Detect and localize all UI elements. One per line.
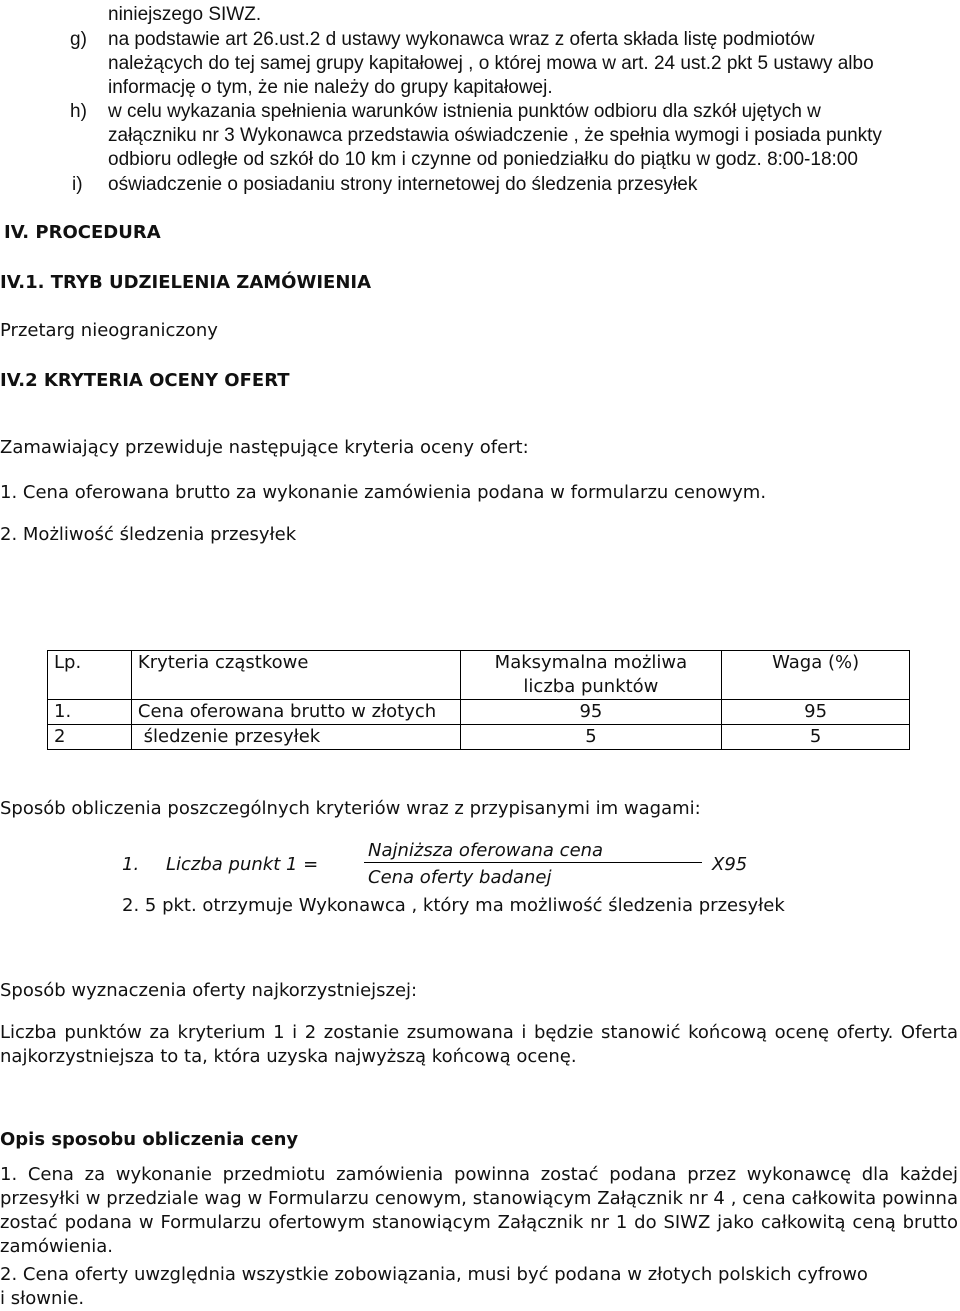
criteria-item: 1. Cena oferowana brutto za wykonanie zamówienia podana w formularzu cenowym. <box>0 482 767 503</box>
table-header-row <box>48 651 910 700</box>
formula-numerator: Najniższa oferowana cena <box>368 840 604 861</box>
list-marker: i) <box>72 174 83 195</box>
paragraph-line: przesyłki w przedziale wag w Formularzu cenowym, stanowiącym Załącznik nr 4 , cena całkowita powinna <box>0 1188 958 1209</box>
list-line: załączniku nr 3 Wykonawca przedstawia oświadczenie , że spełnia wymogi i posiada punkty <box>108 125 882 146</box>
list-continuation: niniejszego SIWZ. <box>108 4 262 25</box>
subsection-heading: IV.1. TRYB UDZIELENIA ZAMÓWIENIA <box>0 272 372 293</box>
table-cell: 5 <box>460 725 722 750</box>
criteria-item: 2. Możliwość śledzenia przesyłek <box>0 524 297 545</box>
list-marker: h) <box>70 101 87 122</box>
best-offer-paragraph <box>0 1021 958 1069</box>
formula-multiplier: X95 <box>712 854 748 875</box>
table-cell: 2 <box>48 725 132 750</box>
table-header-cell: Lp. <box>48 651 132 700</box>
table-header-cell: Kryteria cząstkowe <box>131 651 460 700</box>
calc-intro: Sposób obliczenia poszczególnych kryteriów wraz z przypisanymi im wagami: <box>0 798 701 819</box>
table-header-cell: Maksymalna możliwa liczba punktów <box>460 651 722 700</box>
paragraph-line: zamówienia. <box>0 1236 113 1257</box>
list-line: odbioru odległe od szkół do 10 km i czynne od poniedziałku do piątku w godz. 8:00-18:00 <box>108 149 858 170</box>
paragraph-line: najkorzystniejsza to ta, która uzyska najwyższą końcową ocenę. <box>0 1046 577 1067</box>
paragraph-line: zostać podana w Formularzu ofertowym stanowiącym Załącznik nr 1 do SIWZ jako całkowitą ceną brutto <box>0 1212 958 1233</box>
paragraph-line: Liczba punktów za kryterium 1 i 2 zostanie zsumowana i będzie stanowić końcową ocenę oferty. Oferta <box>0 1022 958 1043</box>
price-method-paragraph-2-line: i słownie. <box>0 1288 85 1309</box>
calc-item-2: 2. 5 pkt. otrzymuje Wykonawca , który ma możliwość śledzenia przesyłek <box>122 895 785 916</box>
price-method-paragraph-1 <box>0 1163 958 1259</box>
list-line: na podstawie art 26.ust.2 d ustawy wykonawca wraz z oferta składa listę podmiotów <box>108 29 815 50</box>
table-cell: 95 <box>460 700 722 725</box>
best-offer-heading: Sposób wyznaczenia oferty najkorzystniejszej: <box>0 980 418 1001</box>
table-cell: 95 <box>722 700 910 725</box>
table-cell: 1. <box>48 700 132 725</box>
list-line: informację o tym, że nie należy do grupy kapitałowej. <box>108 77 553 98</box>
formula-label: Liczba punkt 1 = <box>166 854 319 875</box>
table-cell: 5 <box>722 725 910 750</box>
table-cell: Cena oferowana brutto w złotych <box>131 700 460 725</box>
table-cell: śledzenie przesyłek <box>131 725 460 750</box>
price-method-heading: Opis sposobu obliczenia ceny <box>0 1129 299 1150</box>
criteria-table <box>47 650 910 750</box>
subsection-heading: IV.2 KRYTERIA OCENY OFERT <box>0 370 290 391</box>
criteria-intro: Zamawiający przewiduje następujące kryteria oceny ofert: <box>0 437 529 458</box>
procedure-text: Przetarg nieograniczony <box>0 320 218 341</box>
list-line: należących do tej samej grupy kapitałowej , o której mowa w art. 24 ust.2 pkt 5 ustawy albo <box>108 53 874 74</box>
section-heading: IV. PROCEDURA <box>4 222 161 243</box>
table-header-cell: Waga (%) <box>722 651 910 700</box>
table-row <box>48 700 910 725</box>
list-marker: g) <box>70 29 87 50</box>
fraction-bar <box>364 862 702 863</box>
paragraph-line: 1. Cena za wykonanie przedmiotu zamówienia powinna zostać podana przez wykonawcę dla każdej <box>0 1164 958 1185</box>
list-line: oświadczenie o posiadaniu strony internetowej do śledzenia przesyłek <box>108 174 698 195</box>
formula-number: 1. <box>122 854 140 875</box>
list-line: w celu wykazania spełnienia warunków istnienia punktów odbioru dla szkół ujętych w <box>108 101 821 122</box>
table-row <box>48 725 910 750</box>
formula-denominator: Cena oferty badanej <box>368 867 552 888</box>
price-method-paragraph-2-line: 2. Cena oferty uwzględnia wszystkie zobowiązania, musi być podana w złotych polskich cyfrowo <box>0 1264 868 1285</box>
